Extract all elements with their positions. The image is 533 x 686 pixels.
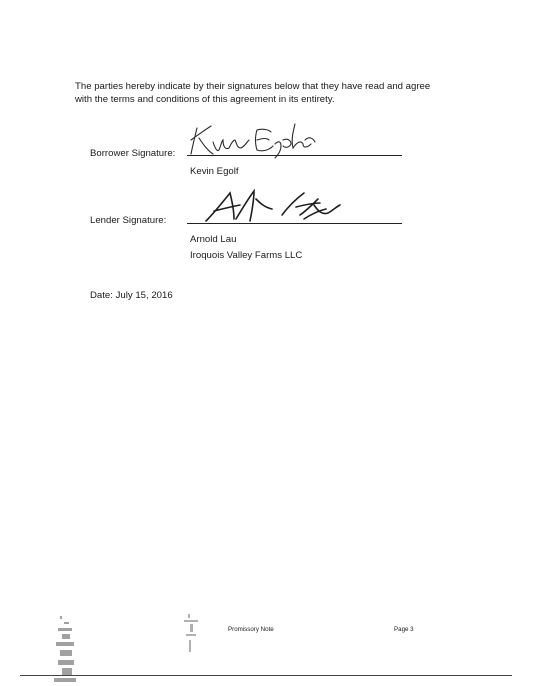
lender-name: Arnold Lau	[190, 234, 237, 245]
lender-signature	[200, 185, 350, 227]
borrower-signature-label: Borrower Signature:	[90, 148, 176, 159]
scan-artifact-left	[48, 612, 88, 684]
borrower-signature	[185, 118, 335, 160]
borrower-name: Kevin Egolf	[190, 166, 239, 177]
footer-title: Promissory Note	[228, 626, 274, 633]
footer-rule	[20, 675, 512, 676]
lender-company: Iroquois Valley Farms LLC	[190, 250, 303, 261]
lender-signature-label: Lender Signature:	[90, 215, 167, 226]
scan-artifact-center	[180, 612, 206, 662]
footer-page-number: Page 3	[394, 626, 414, 633]
borrower-signature-line	[187, 155, 402, 156]
agreement-statement: The parties hereby indicate by their signatures below that they have read and agree with the terms and conditions of this agreement in its entirety.	[75, 81, 431, 105]
lender-signature-line	[187, 223, 402, 224]
agreement-date: Date: July 15, 2016	[90, 290, 173, 301]
